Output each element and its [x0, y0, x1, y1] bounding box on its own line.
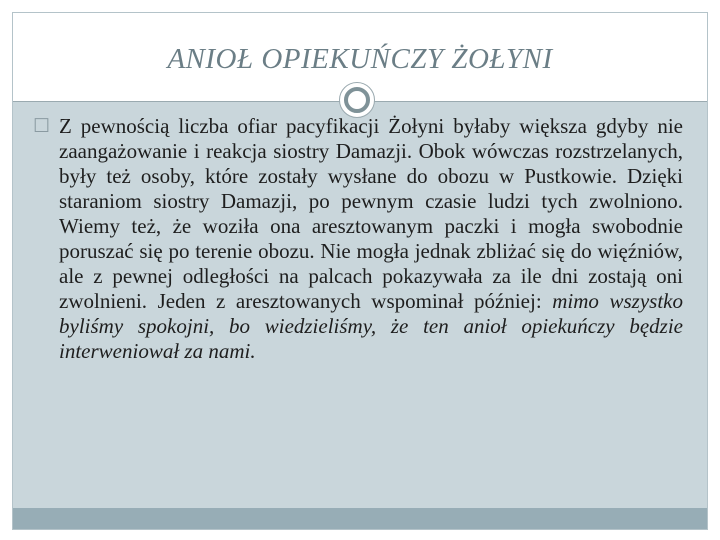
circle-ornament-icon	[339, 82, 375, 118]
footer-bar	[13, 508, 707, 529]
body-text: Z pewnością liczba ofiar pacyfikacji Żołyni byłaby większa gdyby nie zaangażowanie i reakcja siostry Damazji. Obok wówczas rozstrzelanych, były też osoby, które zostały wysłane do obozu w Pustkowie. Dzięki staraniom siostry Damazji, po pewnym czasie ludzi tych zwolniono. Wiemy też, że woziła ona aresztowanym paczki i mogła swobodnie poruszać się po terenie obozu. Nie mogła jednak zbliżać się do więźniów, ale z pewnej odległości na palcach pokazywała za ile dni zostają oni zwolnieni. Jeden z aresztowanych wspominał później:	[59, 114, 683, 313]
checkbox-bullet-icon: ☐	[33, 116, 51, 137]
bullet-paragraph	[33, 114, 683, 364]
slide	[12, 12, 708, 530]
slide-body	[33, 114, 683, 364]
body-quote: mimo wszystko byliśmy spokojni, bo wiedzieliśmy, że ten anioł opiekuńczy będzie interweniował za nami.	[59, 289, 683, 363]
slide-title: ANIOŁ OPIEKUŃCZY ŻOŁYNI	[167, 43, 553, 75]
